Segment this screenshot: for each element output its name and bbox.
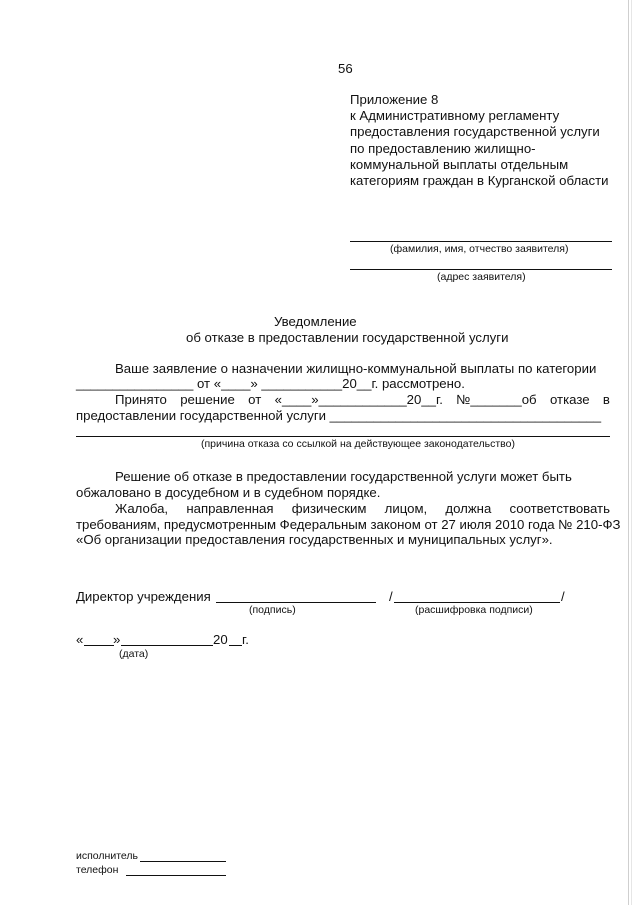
appendix-block	[350, 92, 609, 189]
page-number: 56	[338, 61, 353, 76]
body-text: требованиям, предусмотренным Федеральным законом от 27 июля 2010 года № 210-ФЗ	[76, 517, 621, 532]
scan-edge-line	[631, 0, 632, 905]
applicant-address-line	[350, 269, 612, 270]
date-day-line	[84, 645, 114, 646]
date-suffix: г.	[242, 632, 249, 647]
reason-line	[76, 436, 610, 437]
body-text: Ваше заявление о назначении жилищно-коммунальной выплаты по категории	[115, 361, 597, 376]
applicant-name-line	[350, 241, 612, 242]
body-text-justified	[115, 501, 610, 516]
reason-caption: (причина отказа со ссылкой на действующее законодательство)	[201, 438, 515, 450]
date-open-quote: «	[76, 632, 84, 647]
word: направленная	[186, 501, 274, 516]
scan-edge-line	[628, 0, 629, 905]
signature-caption: (подпись)	[249, 604, 296, 616]
director-label: Директор учреждения	[76, 589, 211, 604]
phone-label: телефон	[76, 864, 119, 876]
word: №_______об	[456, 392, 537, 407]
phone-line	[126, 875, 226, 876]
decode-caption: (расшифровка подписи)	[415, 604, 533, 616]
applicant-name-caption: (фамилия, имя, отчество заявителя)	[390, 243, 569, 255]
appendix-line: к Административному регламенту	[350, 108, 560, 124]
word: Жалоба,	[115, 501, 169, 516]
date-caption: (дата)	[119, 648, 149, 660]
appendix-line: категориям граждан в Курганской области	[350, 173, 609, 189]
date-month-line	[121, 645, 213, 646]
body-text: Решение об отказе в предоставлении государственной услуги может быть	[115, 469, 572, 484]
notice-title: Уведомление	[274, 314, 357, 329]
word: физическим	[291, 501, 367, 516]
word: «____»____________20__г.	[274, 392, 443, 407]
slash-left: /	[389, 589, 393, 604]
body-text: обжаловано в досудебном и в судебном порядке.	[76, 485, 381, 500]
executor-label: исполнитель	[76, 850, 138, 862]
applicant-address-caption: (адрес заявителя)	[437, 271, 526, 283]
word: от	[248, 392, 262, 407]
date-close-quote: »	[113, 632, 121, 647]
date-year-line	[229, 645, 242, 646]
signature-decode-line	[394, 602, 560, 603]
body-text: «Об организации предоставления государственных и муниципальных услуг».	[76, 532, 553, 547]
word: отказе	[549, 392, 590, 407]
date-year: 20	[213, 632, 228, 647]
body-text: ________________ от «____» ___________20__г. рассмотрено.	[76, 376, 465, 391]
body-text-justified	[115, 392, 610, 407]
appendix-line: по предоставлению жилищно-	[350, 140, 536, 156]
word: решение	[180, 392, 235, 407]
word: лицом,	[384, 501, 428, 516]
notice-subtitle: об отказе в предоставлении государственной услуги	[186, 330, 509, 345]
word: должна	[445, 501, 492, 516]
signature-line	[216, 602, 376, 603]
appendix-line: предоставления государственной услуги	[350, 124, 600, 140]
word: в	[602, 392, 610, 407]
word: соответствовать	[509, 501, 610, 516]
appendix-line: Приложение 8	[350, 92, 439, 107]
appendix-line: коммунальной выплаты отдельным	[350, 156, 569, 172]
word: Принято	[115, 392, 167, 407]
executor-line	[140, 861, 226, 862]
slash-right: /	[561, 589, 565, 604]
body-text: предоставлении государственной услуги _____________________________________	[76, 408, 602, 423]
